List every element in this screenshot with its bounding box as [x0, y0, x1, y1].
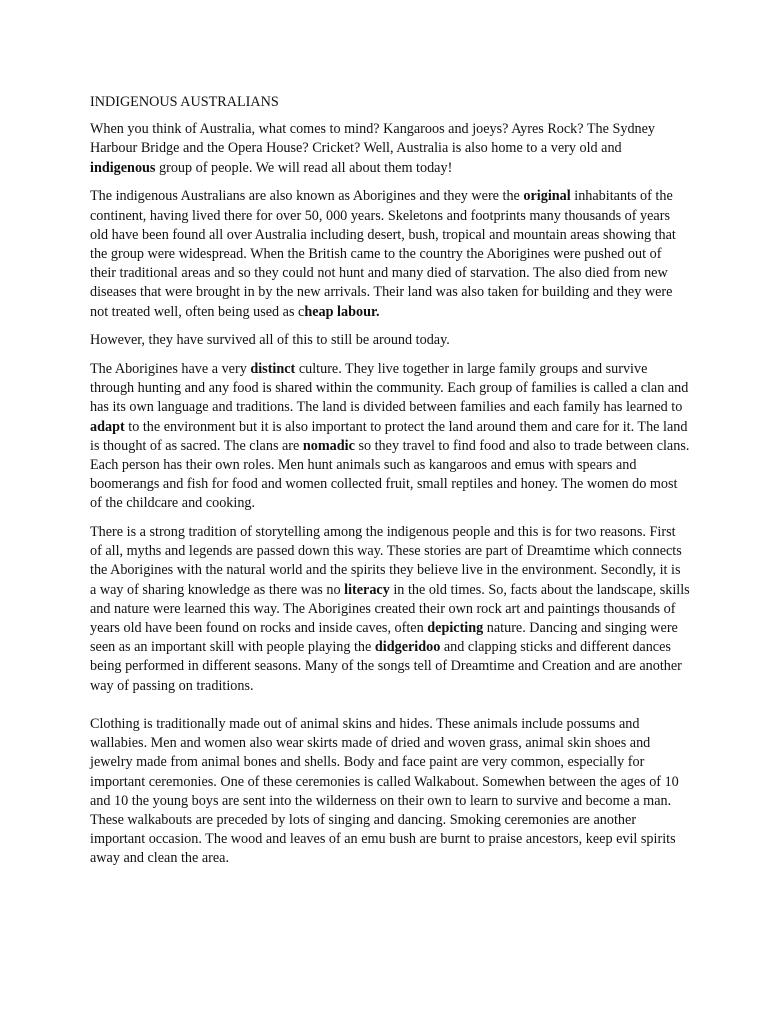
- text-run: The Aborigines have a very: [90, 360, 251, 377]
- keyword-literacy: literacy: [344, 581, 390, 598]
- paragraph-clothing: Clothing is traditionally made out of animal skins and hides. These animals include possums and wallabies. Men and women also wear skirts made of dried and woven grass, animal skin shoes and jewelry made from animal bones and shells. Body and face paint are very common, especially for important ceremonies. One of these ceremonies is called Walkabout. Somewhen between the ages of 10 and 10 the young boys are sent into the wilderness on their own to learn to survive and become a man. These walkabouts are preceded by lots of singing and dancing. Smoking ceremonies are another important occasion. The wood and leaves of an emu bush are burnt to praise ancestors, keep evil spirits away and clean the area.: [90, 715, 679, 867]
- document-title: INDIGENOUS AUSTRALIANS: [90, 94, 279, 110]
- paragraph-storytelling: [90, 523, 690, 696]
- document-page: [90, 93, 690, 878]
- text-run: group of people. We will read all about them today!: [155, 159, 453, 176]
- text-run: There is a strong tradition of storytelling among the indigenous people and this is for two reasons. First of all, myths and legends are passed down this way. These stories are part of Dreamtime which connects the Aborigines with the natural world and the spirits they believe live in the environment. Secondly, it is a way of sharing knowledge as there was no: [90, 524, 682, 598]
- keyword-distinct: distinct: [250, 360, 296, 377]
- keyword-depicting: depicting: [427, 620, 484, 637]
- paragraph-culture: [90, 360, 690, 514]
- paragraph-survival: However, they have survived all of this to still be around today.: [90, 332, 450, 349]
- text-run: When you think of Australia, what comes to mind? Kangaroos and joeys? Ayres Rock? The Sydney Harbour Bridge and the Opera House? Cricket? Well, Australia is also home to a very old and: [90, 121, 656, 157]
- text-run: The indigenous Australians are also known as Aborigines and they were the: [90, 188, 524, 205]
- keyword-indigenous: indigenous: [90, 159, 156, 176]
- keyword-adapt: adapt: [90, 418, 125, 435]
- text-run: inhabitants of the continent, having lived there for over 50, 000 years. Skeletons and footprints many thousands of years old have been found all over Australia including desert, bush, tropical and mountain areas showing that the group were widespread. When the British came to the country the Aborigines were pushed out of their traditional areas and so they could not hunt and many died of starvation. The also died from new diseases that were brought in by the new arrivals. Their land was also taken for building and they were not treated well, often being used as c: [90, 188, 676, 320]
- keyword-cheap-labour: heap labour.: [304, 303, 380, 320]
- text-run: in the old times. So, facts about the landscape, skills and nature were learned this way. The Aborigines created their own rock art and paintings thousands of years old have been found on rocks and inside caves, often: [90, 581, 690, 637]
- text-run: so they travel to find food and also to trade between clans. Each person has their own roles. Men hunt animals such as kangaroos and emus with spears and boomerangs and fish for food and women collected fruit, small reptiles and honey. The women do most of the childcare and cooking.: [90, 437, 690, 512]
- text-run: and clapping sticks and different dances being performed in different seasons. Many of the songs tell of Dreamtime and Creation and are another way of passing on traditions.: [90, 639, 682, 694]
- keyword-nomadic: nomadic: [302, 437, 355, 454]
- text-run: culture. They live together in large family groups and survive through hunting and any food is shared within the community. Each group of families is called a clan and has its own language and traditions. The land is divided between families and each family has learned to: [90, 360, 689, 416]
- paragraph-intro: [90, 120, 690, 178]
- keyword-original: original: [523, 188, 571, 205]
- paragraph-history: [90, 187, 690, 321]
- keyword-didgeridoo: didgeridoo: [374, 639, 441, 656]
- text-run: nature. Dancing and singing were seen as an important skill with people playing the: [90, 620, 678, 656]
- text-run: to the environment but it is also important to protect the land around them and care for it. The land is thought of as sacred. The clans are: [90, 418, 688, 454]
